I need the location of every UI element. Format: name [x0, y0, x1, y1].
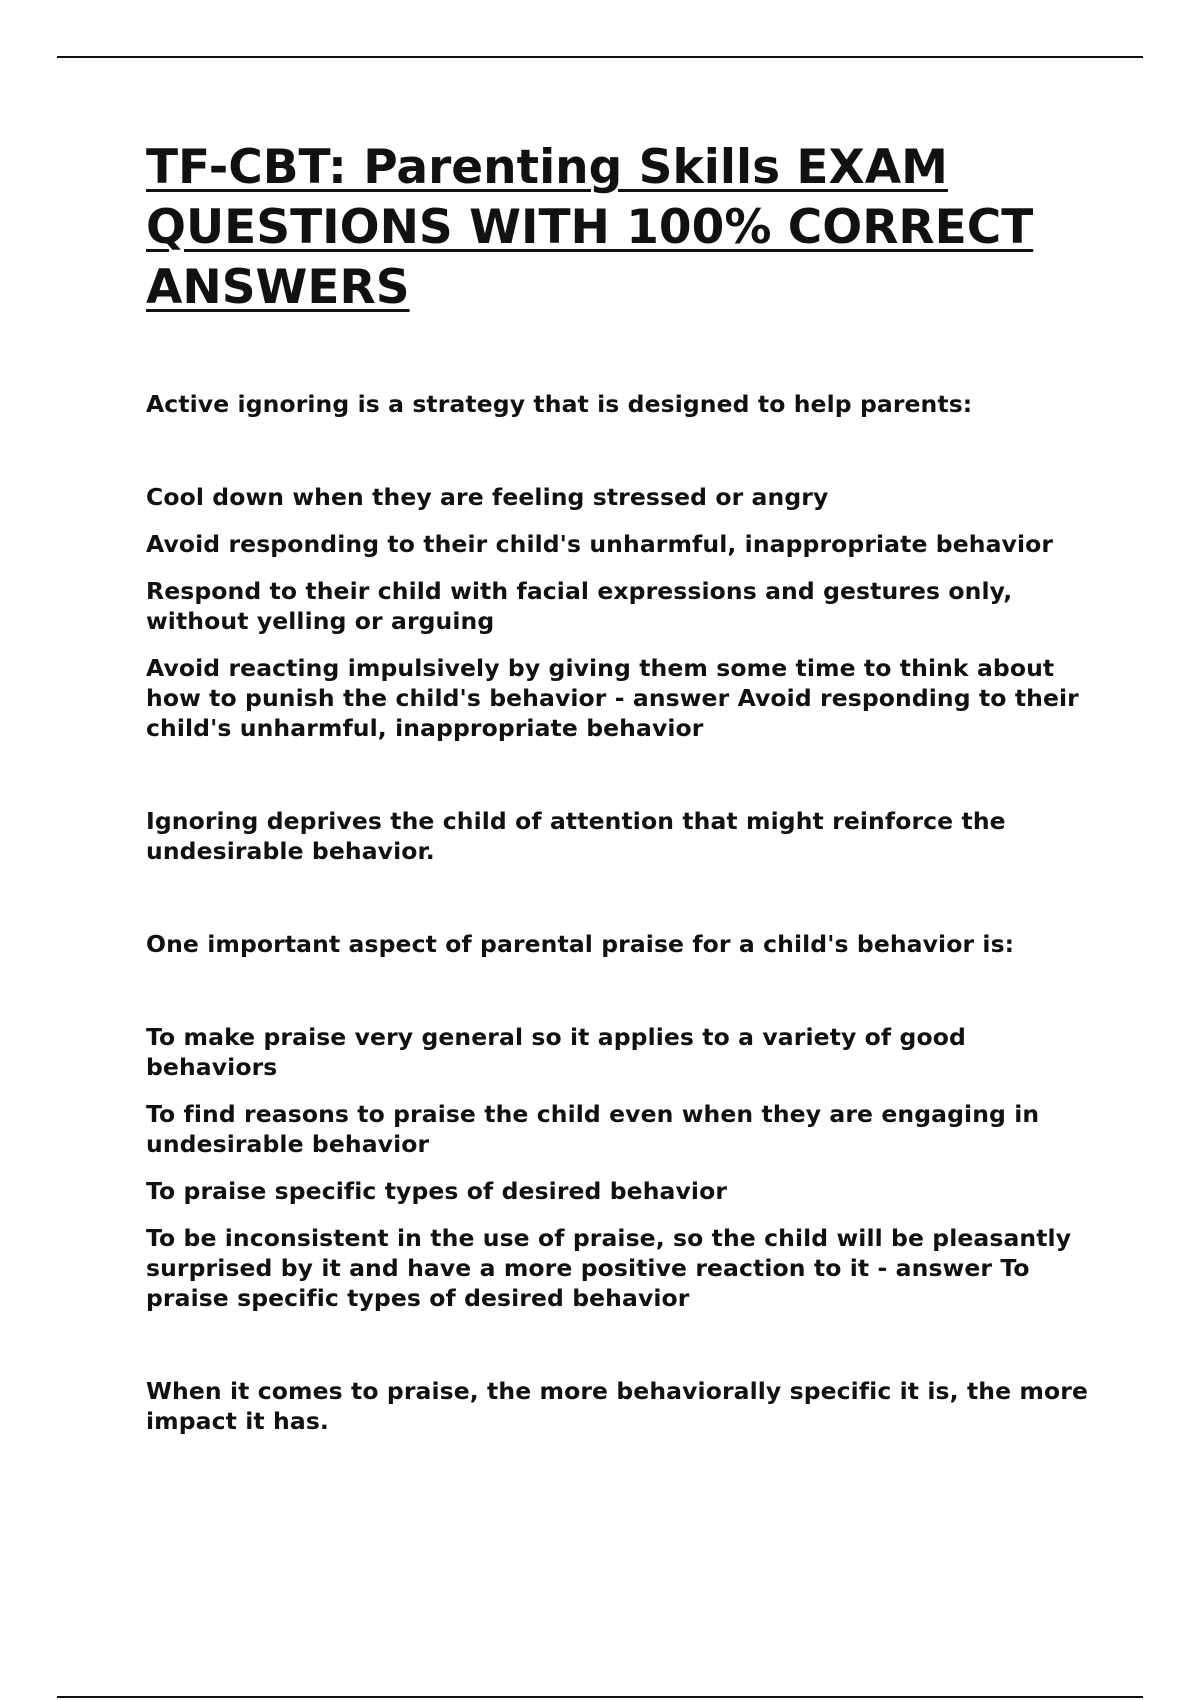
question-1: Active ignoring is a strategy that is designed to help parents: — [146, 390, 973, 418]
question-1-option-b: Avoid responding to their child's unharmful, inappropriate behavior — [146, 530, 1054, 558]
question-2-explanation: When it comes to praise, the more behaviorally specific it is, the more impact it has. — [146, 1377, 1088, 1435]
question-2-option-d-with-answer: To be inconsistent in the use of praise, so the child will be pleasantly surprised by it and have a more positive reaction to it - answer To praise specific types of desired behavior — [146, 1224, 1072, 1312]
question-1-option-d-with-answer: Avoid reacting impulsively by giving them some time to think about how to punish the child's behavior - answer Avoid responding to their child's unharmful, inappropriate behavior — [146, 654, 1079, 742]
question-1-option-c: Respond to their child with facial expressions and gestures only, without yelling or arguing — [146, 577, 1013, 635]
title-line: ANSWERS — [146, 260, 410, 315]
question-1-explanation: Ignoring deprives the child of attention that might reinforce the undesirable behavior. — [146, 807, 1006, 865]
title-line: QUESTIONS WITH 100% CORRECT — [146, 200, 1034, 255]
document-title — [146, 138, 1090, 318]
header-rule — [57, 56, 1143, 58]
question-2-option-a: To make praise very general so it applies to a variety of good behaviors — [146, 1023, 966, 1081]
title-line: TF-CBT: Parenting Skills EXAM — [146, 140, 948, 195]
question-2: One important aspect of parental praise for a child's behavior is: — [146, 930, 1015, 958]
question-2-option-b: To find reasons to praise the child even when they are engaging in undesirable behavior — [146, 1100, 1040, 1158]
footer-rule — [57, 1696, 1143, 1698]
document-body — [146, 138, 1090, 1436]
question-1-option-a: Cool down when they are feeling stressed or angry — [146, 483, 829, 511]
question-2-option-c: To praise specific types of desired behavior — [146, 1177, 728, 1205]
